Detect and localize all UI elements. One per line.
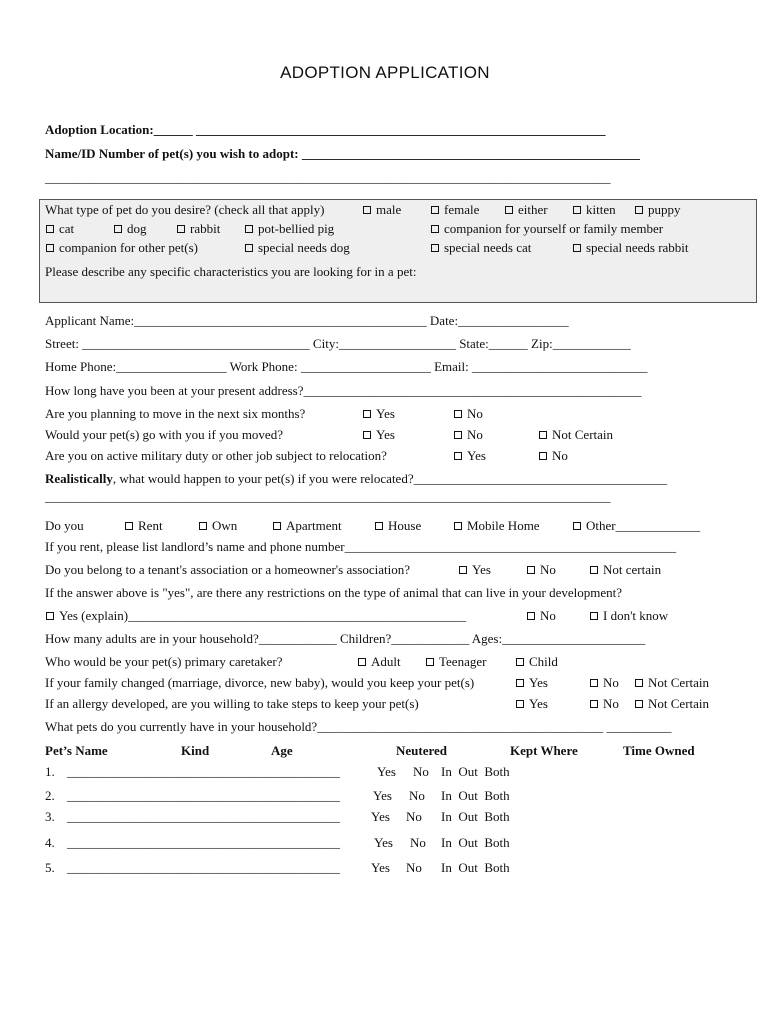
checkbox-icon[interactable] xyxy=(199,522,207,530)
option-dog[interactable]: dog xyxy=(114,221,147,237)
landlord-field[interactable]: If you rent, please list landlord’s name and phone number___________________________________________________ xyxy=(45,539,677,554)
checkbox-icon[interactable] xyxy=(363,206,371,214)
allergy-not-certain[interactable]: Not Certain xyxy=(635,696,709,712)
pet-row-where[interactable]: In Out Both xyxy=(441,835,510,850)
checkbox-icon[interactable] xyxy=(431,244,439,252)
checkbox-icon[interactable] xyxy=(590,700,598,708)
option-cat[interactable]: cat xyxy=(46,221,74,237)
checkbox-icon[interactable] xyxy=(245,225,253,233)
option-rabbit[interactable]: rabbit xyxy=(177,221,220,237)
restrictions-question: If the answer above is "yes", are there any restrictions on the type of animal that can live in your development? xyxy=(45,585,622,600)
allergy-question: If an allergy developed, are you willing to take steps to keep your pet(s) xyxy=(45,696,419,711)
checkbox-icon[interactable] xyxy=(454,431,462,439)
pet-row-where[interactable]: In Out Both xyxy=(441,764,510,779)
pet-row-number: 3. xyxy=(45,809,55,824)
checkbox-icon[interactable] xyxy=(459,566,467,574)
pet-row-yes[interactable]: Yes xyxy=(373,788,392,803)
move-question: Are you planning to move in the next six months? xyxy=(45,406,306,421)
pet-row-yes[interactable]: Yes xyxy=(374,835,393,850)
phone-field[interactable]: Home Phone:_________________ Work Phone: ____________________ Email: ___________________________ xyxy=(45,359,648,374)
option-special-cat[interactable]: special needs cat xyxy=(431,240,531,256)
col-kind: Kind xyxy=(181,743,210,758)
pet-row-number: 5. xyxy=(45,860,55,875)
pet-row-where[interactable]: In Out Both xyxy=(441,788,510,803)
option-special-dog[interactable]: special needs dog xyxy=(245,240,350,256)
checkbox-icon[interactable] xyxy=(46,612,54,620)
housing-own[interactable]: Own xyxy=(199,518,237,534)
pet-row-yes[interactable]: Yes xyxy=(371,860,390,875)
pet-row-yes[interactable]: Yes xyxy=(377,764,396,779)
option-companion-family[interactable]: companion for yourself or family member xyxy=(431,221,663,237)
option-puppy[interactable]: puppy xyxy=(635,202,681,218)
checkbox-icon[interactable] xyxy=(454,452,462,460)
pet-row-no[interactable]: No xyxy=(406,809,422,824)
pet-row-line[interactable]: __________________________________________ xyxy=(67,809,340,824)
option-male[interactable]: male xyxy=(363,202,401,218)
move-no[interactable]: No xyxy=(454,406,483,422)
checkbox-icon[interactable] xyxy=(177,225,185,233)
housing-apartment[interactable]: Apartment xyxy=(273,518,342,534)
checkbox-icon[interactable] xyxy=(454,522,462,530)
pet-type-question: What type of pet do you desire? (check all that apply) xyxy=(45,202,325,217)
family-changed-no[interactable]: No xyxy=(590,675,619,691)
pet-row-line[interactable]: __________________________________________ xyxy=(67,860,340,875)
pet-row-no[interactable]: No xyxy=(409,788,425,803)
restrictions-dont-know[interactable]: I don't know xyxy=(590,608,668,624)
checkbox-icon[interactable] xyxy=(363,431,371,439)
option-companion-other[interactable]: companion for other pet(s) xyxy=(46,240,198,256)
pet-row-number: 1. xyxy=(45,764,55,779)
pet-row-no[interactable]: No xyxy=(410,835,426,850)
association-no[interactable]: No xyxy=(527,562,556,578)
caretaker-teenager[interactable]: Teenager xyxy=(426,654,486,670)
checkbox-icon[interactable] xyxy=(573,244,581,252)
option-either[interactable]: either xyxy=(505,202,548,218)
checkbox-icon[interactable] xyxy=(539,452,547,460)
pet-row-line[interactable]: __________________________________________ xyxy=(67,788,340,803)
checkbox-icon[interactable] xyxy=(573,206,581,214)
checkbox-icon[interactable] xyxy=(635,700,643,708)
checkbox-icon[interactable] xyxy=(539,431,547,439)
col-pet-name: Pet’s Name xyxy=(45,743,108,758)
pet-row-where[interactable]: In Out Both xyxy=(441,809,510,824)
relocation-question[interactable]: Realistically, what would happen to your pet(s) if you were relocated?_______________________________________ xyxy=(45,471,668,486)
pet-row-yes[interactable]: Yes xyxy=(371,809,390,824)
pet-row-number: 2. xyxy=(45,788,55,803)
checkbox-icon[interactable] xyxy=(573,522,581,530)
go-yes[interactable]: Yes xyxy=(363,427,395,443)
address-duration-field[interactable]: How long have you been at your present address?____________________________________________________ xyxy=(45,383,642,398)
pet-row-where[interactable]: In Out Both xyxy=(441,860,510,875)
col-neutered: Neutered xyxy=(396,743,448,758)
family-changed-not-certain[interactable]: Not Certain xyxy=(635,675,709,691)
col-time-owned: Time Owned xyxy=(623,743,695,758)
restrictions-yes-explain[interactable]: Yes (explain)____________________________________________________ xyxy=(46,608,466,624)
military-question: Are you on active military duty or other job subject to relocation? xyxy=(45,448,387,463)
checkbox-icon[interactable] xyxy=(46,225,54,233)
checkbox-icon[interactable] xyxy=(635,206,643,214)
checkbox-icon[interactable] xyxy=(527,612,535,620)
housing-other[interactable]: Other_____________ xyxy=(573,518,700,534)
pet-id-line-2[interactable]: _______________________________________________________________________________________ xyxy=(45,170,611,185)
association-yes[interactable]: Yes xyxy=(459,562,491,578)
checkbox-icon[interactable] xyxy=(125,522,133,530)
option-female[interactable]: female xyxy=(431,202,479,218)
pet-row-number: 4. xyxy=(45,835,55,850)
checkbox-icon[interactable] xyxy=(635,679,643,687)
family-changed-yes[interactable]: Yes xyxy=(516,675,548,691)
adoption-location-field[interactable]: Adoption Location:______ _______________________________________________________________ xyxy=(45,122,606,137)
checkbox-icon[interactable] xyxy=(245,244,253,252)
allergy-no[interactable]: No xyxy=(590,696,619,712)
go-question: Would your pet(s) go with you if you moved? xyxy=(45,427,283,442)
pet-id-field[interactable]: Name/ID Number of pet(s) you wish to adopt: ____________________________________________________ xyxy=(45,146,640,161)
checkbox-icon[interactable] xyxy=(273,522,281,530)
housing-house[interactable]: House xyxy=(375,518,421,534)
checkbox-icon[interactable] xyxy=(505,206,513,214)
allergy-yes[interactable]: Yes xyxy=(516,696,548,712)
checkbox-icon[interactable] xyxy=(590,679,598,687)
household-field[interactable]: How many adults are in your household?____________ Children?____________ Ages:______________________ xyxy=(45,631,646,646)
option-pot-bellied-pig[interactable]: pot-bellied pig xyxy=(245,221,334,237)
association-question: Do you belong to a tenant's association or a homeowner's association? xyxy=(45,562,410,577)
do-you-label: Do you xyxy=(45,518,84,533)
checkbox-icon[interactable] xyxy=(358,658,366,666)
pet-row-no[interactable]: No xyxy=(413,764,429,779)
pet-row-line[interactable]: __________________________________________ xyxy=(67,835,340,850)
checkbox-icon[interactable] xyxy=(375,522,383,530)
checkbox-icon[interactable] xyxy=(590,612,598,620)
form-title: ADOPTION APPLICATION xyxy=(280,63,490,82)
checkbox-icon[interactable] xyxy=(454,410,462,418)
checkbox-icon[interactable] xyxy=(590,566,598,574)
checkbox-icon[interactable] xyxy=(114,225,122,233)
col-age: Age xyxy=(271,743,293,758)
pet-row-no[interactable]: No xyxy=(406,860,422,875)
restrictions-no[interactable]: No xyxy=(527,608,556,624)
housing-mobile-home[interactable]: Mobile Home xyxy=(454,518,540,534)
street-field[interactable]: Street: ___________________________________ City:__________________ State:______ Zip:____________ xyxy=(45,336,631,351)
move-yes[interactable]: Yes xyxy=(363,406,395,422)
housing-rent[interactable]: Rent xyxy=(125,518,163,534)
family-changed-question: If your family changed (marriage, divorce, new baby), would you keep your pet(s) xyxy=(45,675,475,690)
applicant-name-field[interactable]: Applicant Name:_____________________________________________ Date:_________________ xyxy=(45,313,569,328)
go-not-certain[interactable]: Not Certain xyxy=(539,427,613,443)
checkbox-icon[interactable] xyxy=(431,206,439,214)
caretaker-question: Who would be your pet(s) primary caretaker? xyxy=(45,654,283,669)
describe-characteristics: Please describe any specific characteristics you are looking for in a pet: xyxy=(45,264,417,279)
association-not-certain[interactable]: Not certain xyxy=(590,562,661,578)
military-yes[interactable]: Yes xyxy=(454,448,486,464)
checkbox-icon[interactable] xyxy=(46,244,54,252)
col-kept-where: Kept Where xyxy=(510,743,578,758)
checkbox-icon[interactable] xyxy=(363,410,371,418)
option-special-rabbit[interactable]: special needs rabbit xyxy=(573,240,689,256)
caretaker-adult[interactable]: Adult xyxy=(358,654,401,670)
checkbox-icon[interactable] xyxy=(516,700,524,708)
go-no[interactable]: No xyxy=(454,427,483,443)
checkbox-icon[interactable] xyxy=(516,658,524,666)
checkbox-icon[interactable] xyxy=(516,679,524,687)
option-kitten[interactable]: kitten xyxy=(573,202,616,218)
checkbox-icon[interactable] xyxy=(527,566,535,574)
current-pets-field[interactable]: What pets do you currently have in your household?____________________________________________ __________ xyxy=(45,719,672,734)
caretaker-child[interactable]: Child xyxy=(516,654,558,670)
relocation-line-2[interactable]: _______________________________________________________________________________________ xyxy=(45,489,611,504)
checkbox-icon[interactable] xyxy=(431,225,439,233)
military-no[interactable]: No xyxy=(539,448,568,464)
pet-row-line[interactable]: __________________________________________ xyxy=(67,764,340,779)
checkbox-icon[interactable] xyxy=(426,658,434,666)
